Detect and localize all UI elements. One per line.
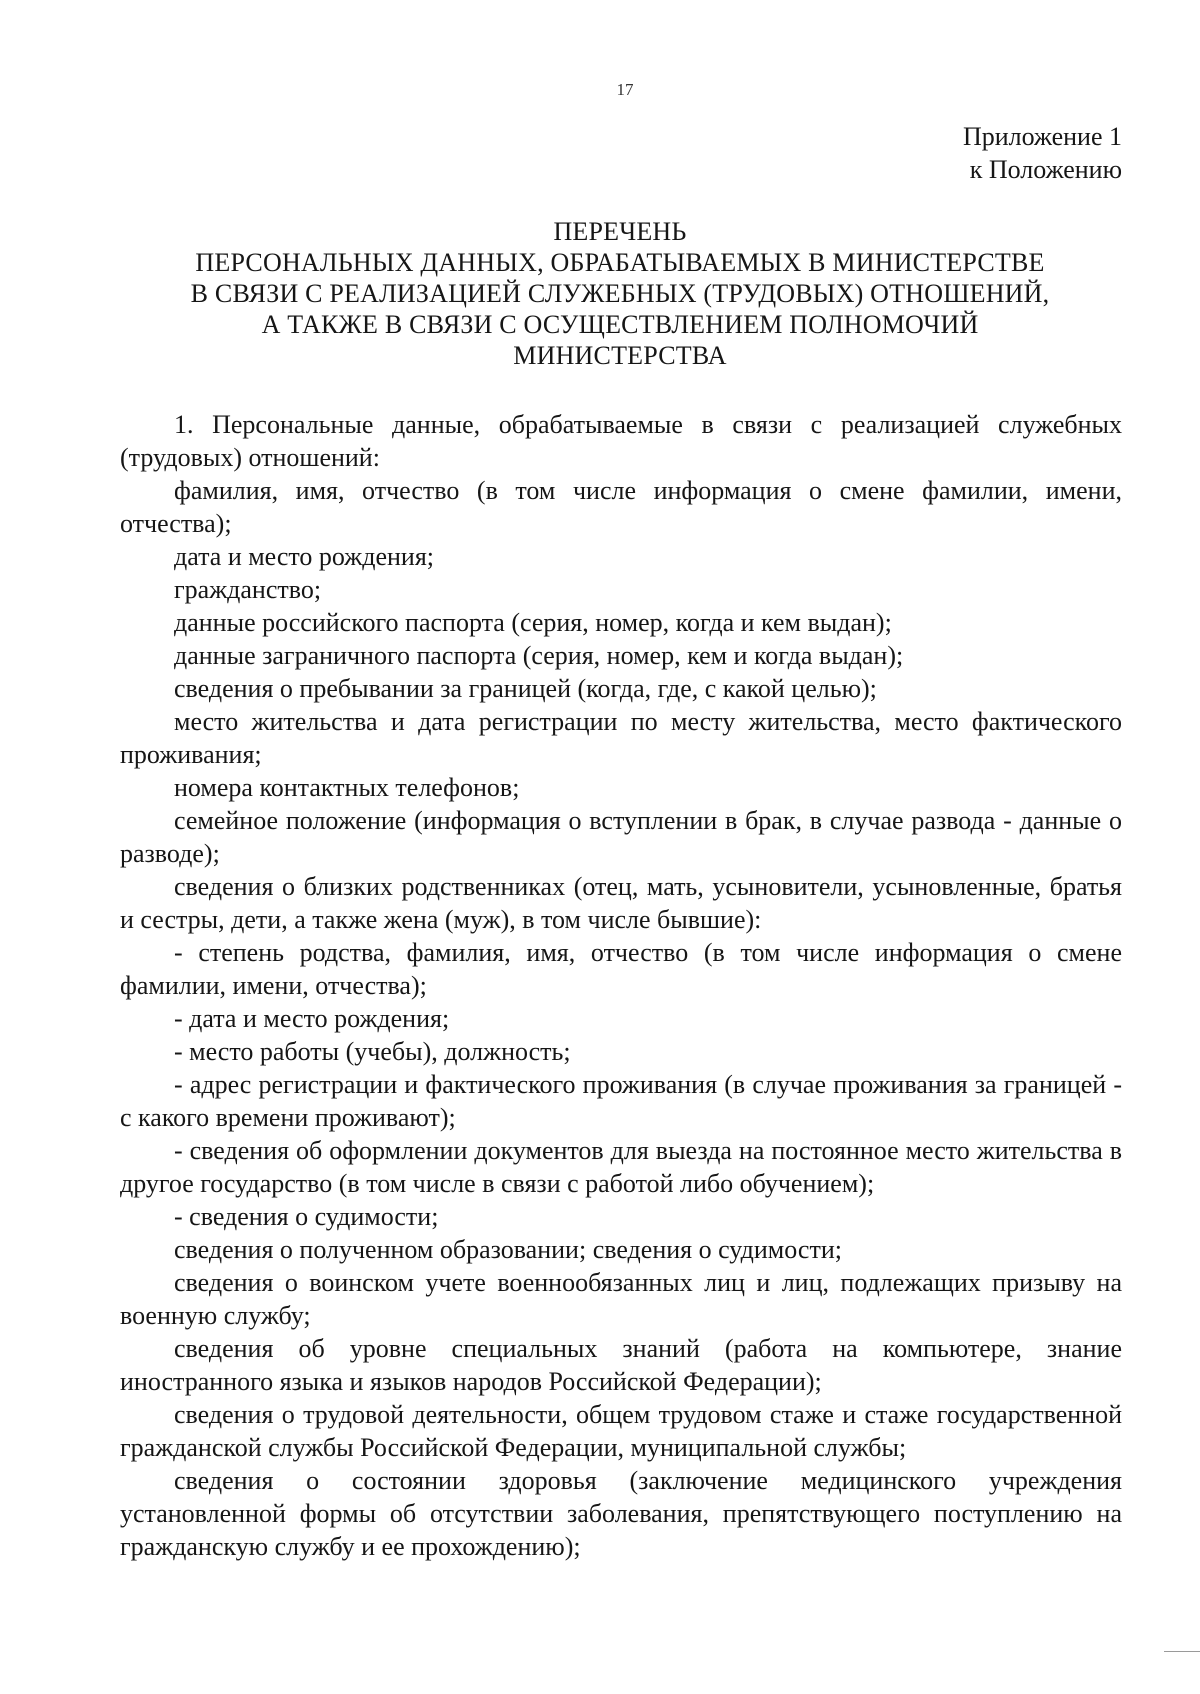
paragraph: сведения о пребывании за границей (когда, где, с какой целью); <box>174 674 877 703</box>
paragraph: - сведения о судимости; <box>174 1202 439 1231</box>
paragraph: дата и место рождения; <box>174 542 435 571</box>
paragraph: - место работы (учебы), должность; <box>174 1037 571 1066</box>
paragraph: гражданство; <box>174 575 322 604</box>
title-line: ПЕРСОНАЛЬНЫХ ДАННЫХ, ОБРАБАТЫВАЕМЫХ В МИНИСТЕРСТВЕ <box>195 248 1045 277</box>
paragraph: - сведения об оформлении документов для выезда на постоянное место жительства в другое государство (в том числе в связи с работой либо обучением); <box>120 1136 1122 1198</box>
document-title <box>120 216 1120 371</box>
paragraph: сведения о трудовой деятельности, общем трудовом стаже и стаже государственной гражданской службы Российской Федерации, муниципальной службы; <box>120 1400 1122 1462</box>
title-line: А ТАКЖЕ В СВЯЗИ С ОСУЩЕСТВЛЕНИЕМ ПОЛНОМОЧИЙ <box>261 310 979 339</box>
title-line: МИНИСТЕРСТВА <box>513 341 727 370</box>
paragraph: сведения о близких родственниках (отец, мать, усыновители, усыновленные, братья и сестры, дети, а также жена (муж), в том числе бывшие): <box>120 872 1122 934</box>
paragraph: сведения о воинском учете военнообязанных лиц и лиц, подлежащих призыву на военную службу; <box>120 1268 1122 1330</box>
paragraph: сведения о состоянии здоровья (заключение медицинского учреждения установленной формы об отсутствии заболевания, препятствующего поступлению на гражданскую службу и ее прохождению); <box>120 1466 1122 1561</box>
page-number: 17 <box>616 80 634 99</box>
appendix-line-1: Приложение 1 <box>962 122 1122 151</box>
title-line: В СВЯЗИ С РЕАЛИЗАЦИЕЙ СЛУЖЕБНЫХ (ТРУДОВЫХ) ОТНОШЕНИЙ, <box>190 279 1050 308</box>
paragraph: - степень родства, фамилия, имя, отчество (в том числе информация о смене фамилии, имени, отчества); <box>120 938 1122 1000</box>
appendix-reference <box>963 120 1122 186</box>
paragraph: - дата и место рождения; <box>174 1004 450 1033</box>
scan-edge-mark <box>1164 1651 1200 1652</box>
appendix-line-2: к Положению <box>969 155 1122 184</box>
paragraph: семейное положение (информация о вступлении в брак, в случае развода - данные о разводе); <box>120 806 1122 868</box>
paragraph: место жительства и дата регистрации по месту жительства, место фактического проживания; <box>120 707 1122 769</box>
paragraph: фамилия, имя, отчество (в том числе информация о смене фамилии, имени, отчества); <box>120 476 1122 538</box>
paragraph: 1. Персональные данные, обрабатываемые в связи с реализацией служебных (трудовых) отношений: <box>120 410 1122 472</box>
paragraph: - адрес регистрации и фактического проживания (в случае проживания за границей - с какого времени проживают); <box>120 1070 1122 1132</box>
paragraph: номера контактных телефонов; <box>174 773 520 802</box>
paragraph: данные заграничного паспорта (серия, номер, кем и когда выдан); <box>174 641 904 670</box>
document-body <box>120 408 1122 1563</box>
paragraph: сведения о полученном образовании; сведения о судимости; <box>174 1235 842 1264</box>
paragraph: сведения об уровне специальных знаний (работа на компьютере, знание иностранного языка и языков народов Российской Федерации); <box>120 1334 1122 1396</box>
paragraph: данные российского паспорта (серия, номер, когда и кем выдан); <box>174 608 892 637</box>
title-line: ПЕРЕЧЕНЬ <box>553 217 687 246</box>
